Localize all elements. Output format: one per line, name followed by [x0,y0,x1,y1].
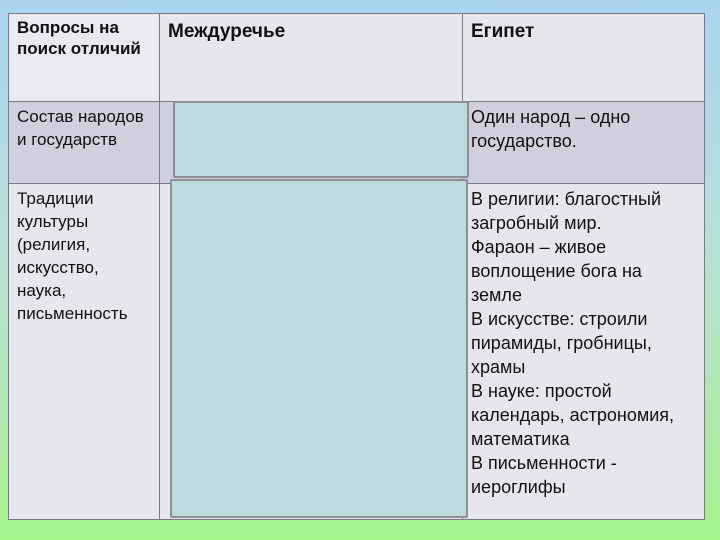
header-egypt: Египет [463,14,705,102]
egypt-culture-writing: В письменности - иероглифы [471,453,617,497]
header-questions: Вопросы на поиск отличий [9,14,160,102]
egypt-culture-art: В искусстве: строили пирамиды, гробницы, храмы [471,309,652,377]
egypt-culture-cell [463,184,705,520]
row-question-peoples: Состав народов и государств [9,102,160,184]
hidden-answer-cover-peoples[interactable] [173,101,469,178]
hidden-answer-cover-culture[interactable] [170,179,468,518]
header-mesopotamia: Междуречье [160,14,463,102]
header-row [9,14,705,102]
row-question-culture: Традиции культуры (религия, искусство, наука, письменность [9,184,160,520]
egypt-culture-religion: В религии: благостный загробный мир. [471,189,662,233]
egypt-peoples-cell: Один народ – одно государство. [463,102,705,184]
egypt-culture-science: В науке: простой календарь, астрономия, математика [471,381,675,449]
egypt-culture-pharaoh: Фараон – живое воплощение бога на земле [471,237,642,305]
